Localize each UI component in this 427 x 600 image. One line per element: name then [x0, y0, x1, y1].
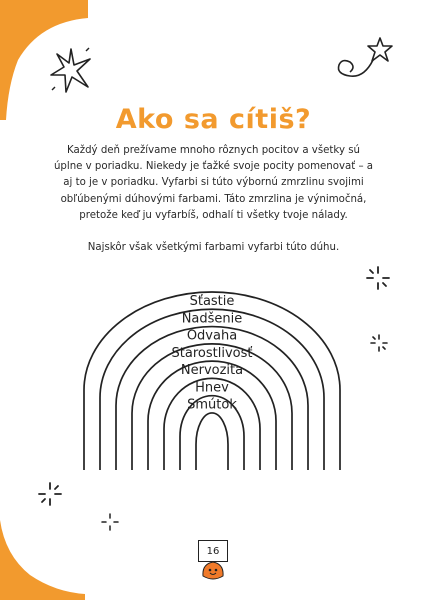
- star-swirl-icon: [330, 34, 396, 86]
- sparkle-icon: [48, 45, 94, 95]
- rainbow-arc: [132, 344, 292, 470]
- rainbow-arc: [180, 396, 244, 470]
- page-title: Ako sa cítiš?: [115, 104, 312, 135]
- rainbow-band-label: Odvaha: [186, 328, 238, 344]
- rainbow-band-label: Nadšenie: [181, 311, 243, 327]
- intro-text: [52, 143, 375, 256]
- burst-icon: [364, 264, 392, 292]
- rainbow-arc: [196, 413, 228, 470]
- rainbow-arc: [84, 292, 340, 470]
- intro-instruction: Najskôr však všetkými farbami vyfarbi túto dúhu.: [87, 242, 340, 254]
- rainbow-band-label: Smútok: [187, 397, 237, 413]
- rainbow-band-label: Starostlivosť: [171, 345, 253, 361]
- mascot-icon: [200, 558, 226, 582]
- rainbow-arc: [148, 361, 276, 470]
- burst-icon: [36, 480, 64, 508]
- rainbow-arc: [100, 309, 324, 470]
- rainbow-band-label: Šťastie: [189, 294, 235, 309]
- rainbow-band-label: Hnev: [195, 380, 229, 396]
- burst-icon: [100, 512, 120, 532]
- burst-icon: [368, 332, 390, 354]
- page-number: 16: [198, 540, 228, 562]
- corner-decoration-bottom-left: [0, 520, 90, 600]
- rainbow-arc: [164, 378, 260, 470]
- rainbow-arc: [116, 327, 308, 470]
- intro-paragraph: Každý deň prežívame mnoho rôznych pocitov a všetky sú úplne v poriadku. Niekedy je ťažké svoje pocity pomenovať – a aj to je v poriadku. Vyfarbi si túto výbornú zmrzlinu svojimi obľúbenými dúhovými farbami. Táto zmrzlina je výnimočná, pretože keď ju vyfarbíš, odhalí ti všetky tvoje nálady.: [53, 145, 374, 221]
- rainbow-band-label: Nervozita: [180, 363, 244, 379]
